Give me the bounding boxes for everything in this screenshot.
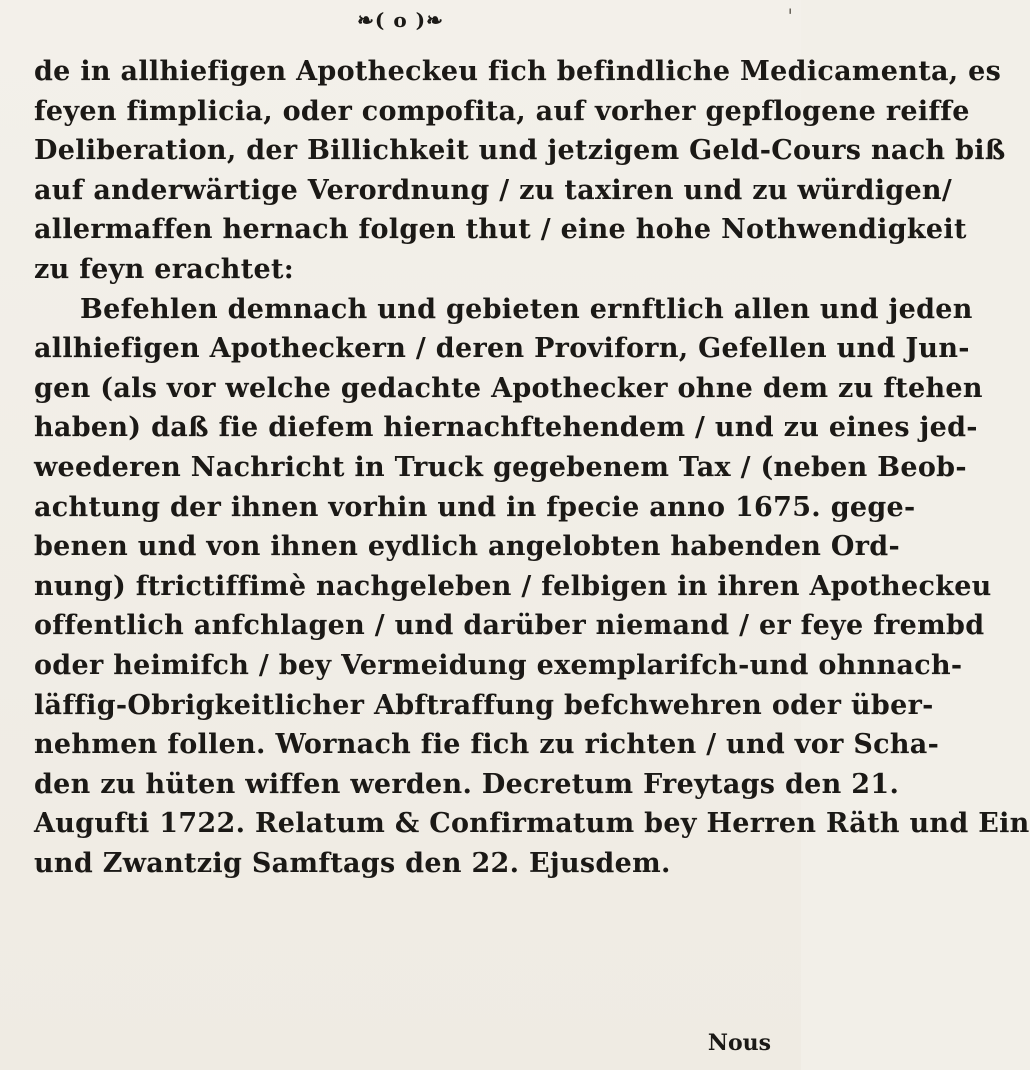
text-line: gen (als vor welche gedachte Apothecker ohne dem zu ftehen <box>34 372 983 404</box>
text-line: weederen Nachricht in Truck gegebenem Tax / (neben Beob- <box>34 451 967 483</box>
text-line: zu feyn erachtet: <box>34 253 295 285</box>
text-line: feyen fimplicia, oder compofita, auf vorher gepflogene reiffe <box>34 95 970 127</box>
text-line: de in allhiefigen Apotheckeu fich befindliche Medicamenta, es <box>34 56 1002 87</box>
text-line: Augufti 1722. Relatum & Confirmatum bey Herren Räth und Ein <box>34 808 1030 840</box>
text-line: Deliberation, der Billichkeit und jetzigem Geld-Cours nach biß <box>34 135 1006 167</box>
text-body <box>34 52 1030 883</box>
text-line: haben) daß fie diefem hiernachftehendem / und zu eines jed- <box>34 412 978 444</box>
text-line: auf anderwärtige Verordnung / zu taxiren und zu würdigen/ <box>34 174 953 206</box>
text-line: nehmen follen. Wornach fie fich zu richten / und vor Scha- <box>34 729 940 761</box>
catchword: Nous <box>707 1030 771 1056</box>
text-line: und Zwantzig Samftags den 22. Ejusdem. <box>34 847 671 879</box>
text-line: oder heimifch / bey Vermeidung exemplarifch-und ohnnach- <box>34 649 963 681</box>
text-line: achtung der ihnen vorhin und in fpecie anno 1675. gege- <box>34 491 916 523</box>
corner-mark: ' <box>787 4 793 28</box>
text-line: läffig-Obrigkeitlicher Abftraffung befchwehren oder über- <box>34 689 934 721</box>
text-line: allhiefigen Apotheckern / deren Proviforn, Gefellen und Jun- <box>34 333 970 365</box>
page-header-ornament: ❧( o )❧ <box>357 8 444 32</box>
text-line: offentlich anfchlagen / und darüber niemand / er feye frembd <box>34 610 985 642</box>
paragraph-start-line: Befehlen demnach und gebieten ernftlich allen und jeden <box>80 293 973 325</box>
text-line: nung) ftrictiffimè nachgeleben / felbigen in ihren Apotheckeu <box>34 570 992 602</box>
text-line: benen und von ihnen eydlich angelobten habenden Ord- <box>34 531 900 563</box>
text-line: allermaffen hernach folgen thut / eine hohe Nothwendigkeit <box>34 214 967 246</box>
text-line: den zu hüten wiffen werden. Decretum Freytags den 21. <box>34 768 900 800</box>
